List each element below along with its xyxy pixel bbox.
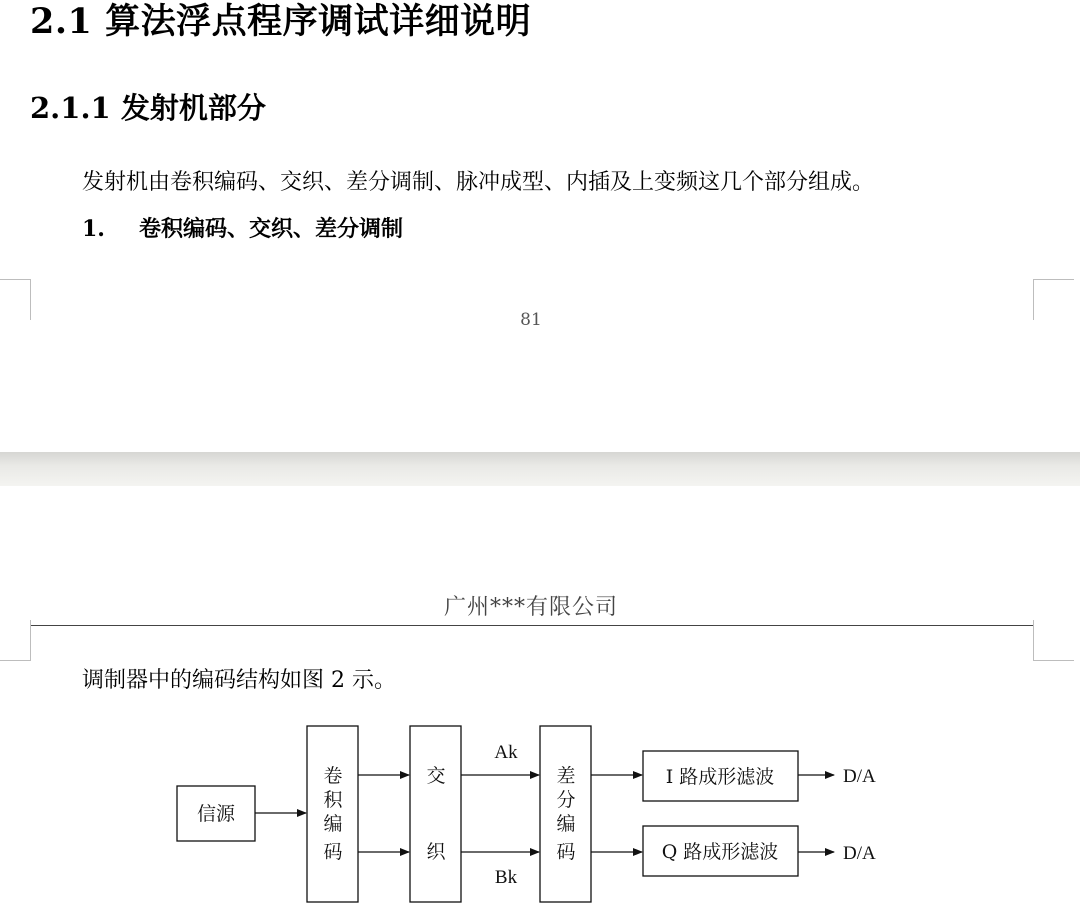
corner-mark-top-left [0, 279, 31, 320]
figure-reference-paragraph: 调制器中的编码结构如图 2 示。 [82, 668, 396, 693]
section-heading-2-1: 2.1 算法浮点程序调试详细说明 [30, 1, 532, 42]
intro-paragraph: 发射机由卷积编码、交织、差分调制、脉冲成型、内插及上变频这几个部分组成。 [82, 170, 875, 195]
conv-encoder-block [307, 726, 358, 902]
page-separator [0, 452, 1080, 486]
diff-encoder-char: 分 [556, 789, 576, 811]
diff-encoder-char: 码 [556, 841, 576, 863]
output-q-da-label: D/A [843, 843, 876, 864]
q-filter-block [643, 826, 798, 876]
subsection-heading-2-1-1: 2.1.1 发射机部分 [30, 91, 266, 125]
conv-encoder-char: 卷 [323, 765, 343, 787]
signal-ak-label: Ak [494, 742, 518, 763]
interleaver-char: 织 [426, 841, 446, 863]
diff-encoder-char: 差 [556, 765, 576, 787]
conv-encoder-char: 编 [323, 813, 343, 835]
list-item-1 [82, 212, 403, 243]
conv-encoder-char: 码 [323, 841, 343, 863]
corner-mark-top-right [1033, 279, 1074, 320]
output-i-da-label: D/A [843, 766, 876, 787]
diff-encoder-block [540, 726, 591, 902]
source-block [177, 786, 255, 841]
diff-encoder-char: 编 [556, 813, 576, 835]
page-number: 81 [520, 310, 542, 330]
interleaver-block [410, 726, 461, 902]
list-item-number: 1. [82, 216, 105, 242]
page-header-company: 广州***有限公司 [443, 595, 618, 620]
list-item-text: 卷积编码、交织、差分调制 [139, 216, 404, 242]
corner-mark-bottom-right [1033, 620, 1074, 661]
interleaver-char: 交 [426, 765, 446, 787]
conv-encoder-char: 积 [323, 789, 343, 811]
i-filter-label: I 路成形滤波 [665, 766, 775, 788]
header-rule [30, 625, 1033, 626]
corner-mark-bottom-left [0, 620, 31, 661]
i-filter-block [643, 751, 798, 801]
signal-bk-label: Bk [494, 867, 518, 888]
encoder-block-diagram [0, 700, 1080, 908]
source-label: 信源 [196, 803, 236, 825]
q-filter-label: Q 路成形滤波 [661, 841, 779, 863]
